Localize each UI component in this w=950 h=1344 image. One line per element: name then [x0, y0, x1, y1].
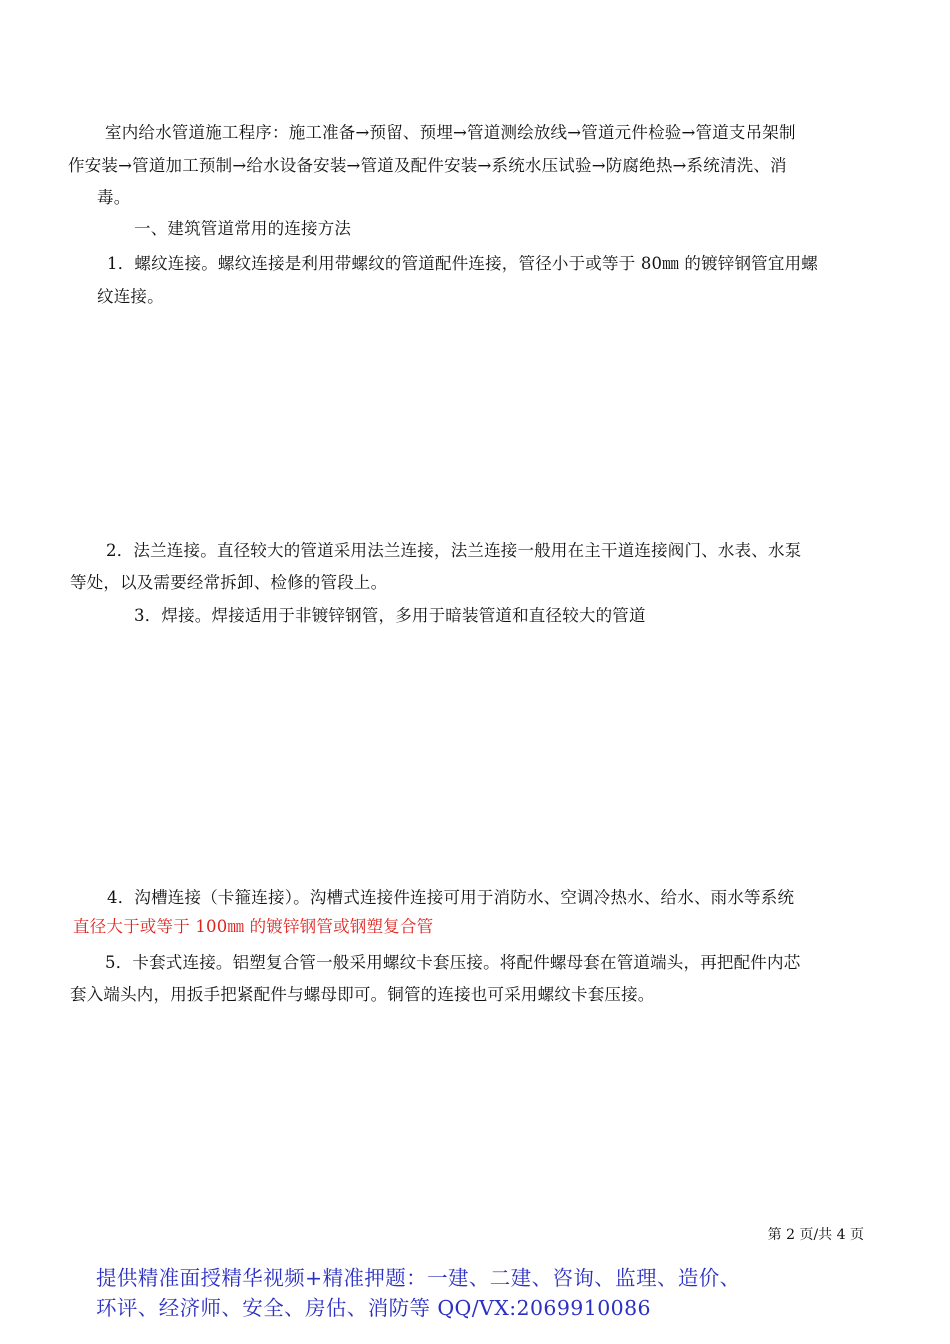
- item1-line-2: 纹连接。: [97, 287, 164, 306]
- intro-line-2: 作安装→管道加工预制→给水设备安装→管道及配件安装→系统水压试验→防腐绝热→系统清洗、消: [68, 156, 787, 175]
- item1-line-1: 1．螺纹连接。螺纹连接是利用带螺纹的管道配件连接，管径小于或等于 80㎜ 的镀锌钢管宜用螺: [107, 254, 818, 273]
- item4-line-1: 4．沟槽连接（卡箍连接）。沟槽式连接件连接可用于消防水、空调冷热水、给水、雨水等系统: [107, 888, 795, 907]
- item2-line-2: 等处，以及需要经常拆卸、检修的管段上。: [70, 573, 388, 592]
- advertisement-line-2: 环评、经济师、安全、房估、消防等 QQ/VX:2069910086: [96, 1296, 651, 1320]
- page-number: 第 2 页/共 4 页: [767, 1227, 864, 1243]
- intro-line-1: 室内给水管道施工程序：施工准备→预留、预埋→管道测绘放线→管道元件检验→管道支吊架制: [105, 123, 796, 142]
- item4-line-2-highlight: 直径大于或等于 100㎜ 的镀锌钢管或钢塑复合管: [73, 917, 434, 936]
- advertisement-line-1: 提供精准面授精华视频+精准押题：一建、二建、咨询、监理、造价、: [96, 1266, 741, 1290]
- item2-line-1: 2．法兰连接。直径较大的管道采用法兰连接，法兰连接一般用在主干道连接阀门、水表、水泵: [106, 541, 802, 560]
- item3-line-1: 3．焊接。焊接适用于非镀锌钢管，多用于暗装管道和直径较大的管道: [134, 606, 646, 625]
- section-heading: 一、建筑管道常用的连接方法: [134, 219, 352, 238]
- item5-line-2: 套入端头内，用扳手把紧配件与螺母即可。铜管的连接也可采用螺纹卡套压接。: [70, 985, 655, 1004]
- intro-line-3: 毒。: [97, 188, 131, 207]
- item5-line-1: 5．卡套式连接。铝塑复合管一般采用螺纹卡套压接。将配件螺母套在管道端头，再把配件内芯: [105, 953, 801, 972]
